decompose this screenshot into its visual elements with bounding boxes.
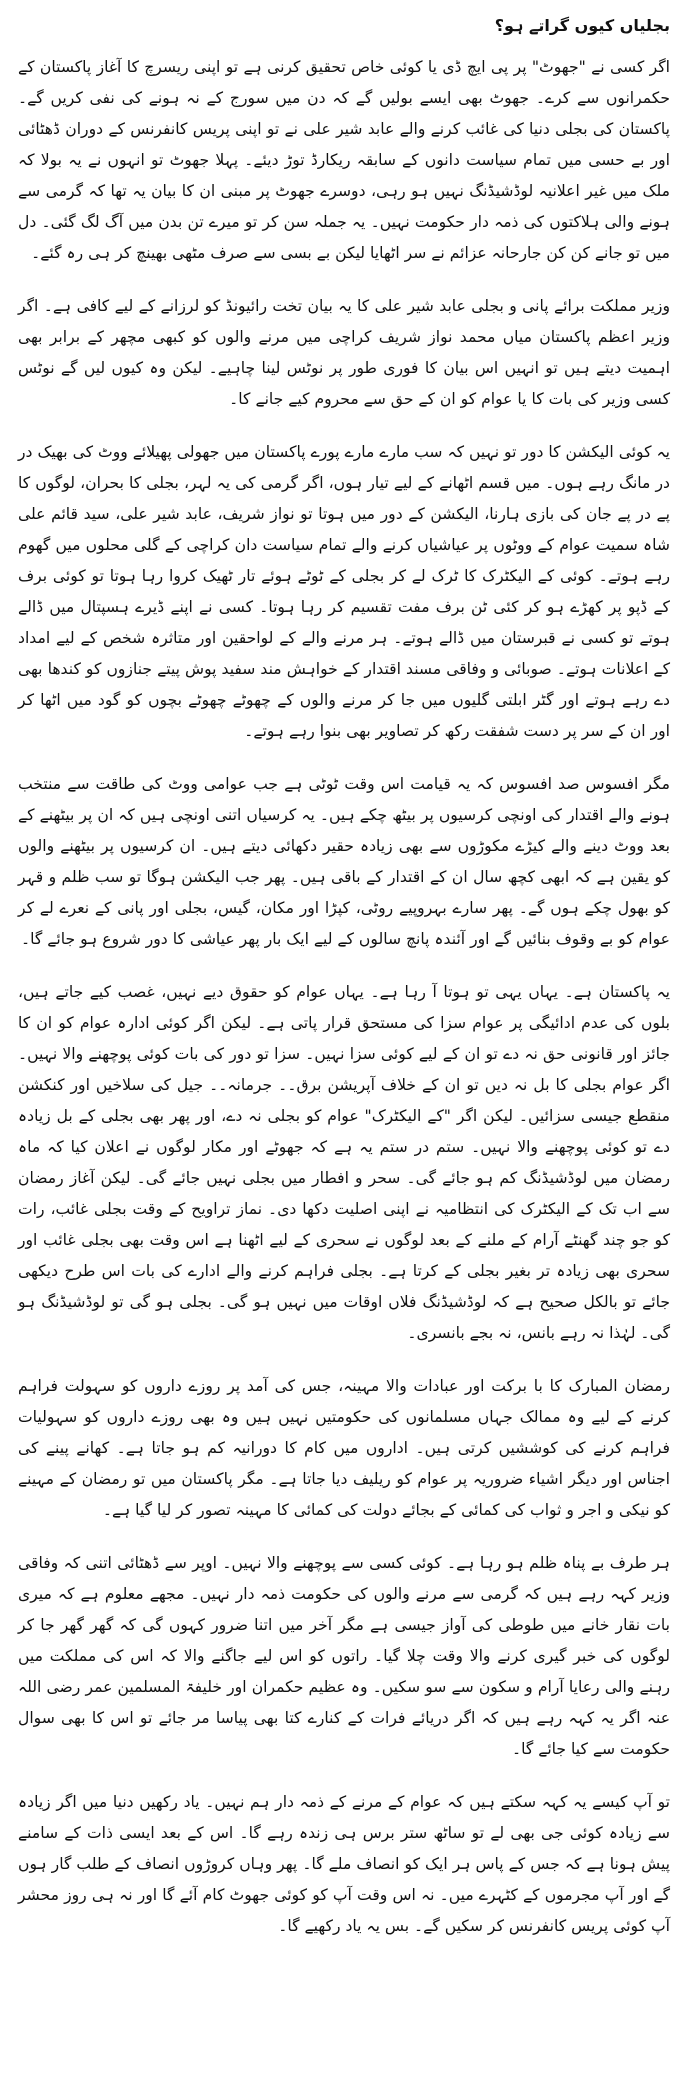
article-paragraph-3: یہ کوئی الیکشن کا دور تو نہیں کہ سب مارے مارے پورے پاکستان میں جھولی پھیلائے ووٹ کی بھیک در در مانگ رہے ہوں۔ میں قسم اٹھانے کے لیے تیار ہوں، اگر گرمی کی یہ لہر، بجلی کا بحران، لوگوں کا پے در پے جان کی بازی ہارنا، الیکشن کے دور میں ہوتا تو نواز شریف، عابد شیر علی، سید قائم علی شاہ سمیت عوام کے ووٹوں پر عیاشیاں کرنے والے تمام سیاست دان کراچی کے گلی محلوں میں گھوم رہے ہوتے۔ کوئی کے الیکٹرک کا ٹرک لے کر بجلی کے ٹوٹے ہوئے تار ٹھیک کروا رہا ہوتا تو کوئی برف کے ڈپو پر کھڑے ہو کر کئی ٹن برف مفت تقسیم کر رہا ہوتا۔ کسی نے اپنے ڈیرے ہسپتال میں ڈالے ہوتے تو کسی نے قبرستان میں ڈالے ہوتے۔ ہر مرنے والے کے لواحقین اور متاثرہ شخص کے لیے امداد کے اعلانات ہوتے۔ صوبائی و وفاقی مسند اقتدار کے خواہش مند سفید پوش پیتے جنازوں کو کندھا بھی دے رہے ہوتے اور گٹر ابلتی گلیوں میں جا کر مرنے والوں کے چھوٹے چھوٹے بچوں کو گود میں اٹھا کر اور ان کے سر پر دست شفقت رکھ کر تصاویر بھی بنوا رہے ہوتے۔ bbox=[18, 443, 670, 740]
article-paragraph-5: یہ پاکستان ہے۔ یہاں یہی تو ہوتا آ رہا ہے۔ یہاں عوام کو حقوق دیے نہیں، غصب کیے جاتے ہیں، بلوں کی عدم ادائیگی پر عوام سزا کی مستحق قرار پاتی ہے۔ لیکن اگر کوئی ادارہ عوام کو ان کا جائز اور قانونی حق نہ دے تو ان کے لیے کوئی سزا نہیں۔ سزا تو دور کی بات کوئی پوچھنے والا نہیں۔ اگر عوام بجلی کا بل نہ دیں تو ان کے خلاف آپریشن برق۔۔ جرمانہ۔۔ جیل کی سلاخیں اور کنکشن منقطع جیسی سزائیں۔ لیکن اگر "کے الیکٹرک" عوام کو بجلی نہ دے، اور پھر بھی بجلی کے بل زیادہ دے تو کوئی پوچھنے والا نہیں۔ ستم در ستم یہ ہے کہ جھوٹے اور مکار لوگوں نے اعلان کیا کہ ماہ رمضان میں لوڈشیڈنگ کم ہو جائے گی۔ سحر و افطار میں بجلی نہیں جائے گی۔ لیکن آغاز رمضان سے اب تک کے الیکٹرک کی انتظامیہ نے اپنی اصلیت دکھا دی۔ نماز تراویح کے وقت بجلی غائب، رات کو جو چند گھنٹے آرام کے ملنے کے بعد لوگوں نے سحری کے لیے اٹھنا ہے اس وقت بھی بجلی غائب اور سحری بھی زیادہ تر بغیر بجلی کے کرتا ہے۔ بجلی فراہم کرنے والے ادارے کی بات اس طرح دیکھی جائے تو بالکل صحیح ہے کہ لوڈشیڈنگ فلاں اوقات میں نہیں ہو گی۔ بجلی ہو گی تو لوڈشیڈنگ ہو گی۔ لہٰذا نہ رہے بانس، نہ بجے بانسری۔ bbox=[18, 983, 670, 1342]
article-paragraph-6: رمضان المبارک کا با برکت اور عبادات والا مہینہ، جس کی آمد پر روزے داروں کو سہولت فراہم کرنے کے لیے وہ ممالک جہاں مسلمانوں کی حکومتیں نہیں ہیں وہ بھی روزے داروں کو سہولیات فراہم کرنے کی کوششیں کرتی ہیں۔ اداروں میں کام کا دورانیہ کم ہو جاتا ہے۔ کھانے پینے کی اجناس اور دیگر اشیاء ضروریہ پر عوام کو ریلیف دیا جاتا ہے۔ مگر پاکستان میں تو رمضان کے مہینے کو نیکی و اجر و ثواب کی کمائی کے بجائے دولت کی کمائی کا مہینہ تصور کر لیا گیا ہے۔ bbox=[18, 1377, 670, 1519]
article-paragraph-8: تو آپ کیسے یہ کہہ سکتے ہیں کہ عوام کے مرنے کے ذمہ دار ہم نہیں۔ یاد رکھیں دنیا میں اگر زیادہ سے زیادہ کوئی جی بھی لے تو ساٹھ ستر برس ہی زندہ رہے گا۔ اس کے بعد ایسی ذات کے سامنے پیش ہونا ہے کہ جس کے پاس ہر ایک کو انصاف ملے گا۔ پھر وہاں کروڑوں انصاف کے طلب گار ہوں گے اور آپ مجرموں کے کٹہرے میں۔ نہ اس وقت آپ کو کوئی جھوٹ کام آئے گا اور نہ ہی روز محشر آپ کوئی پریس کانفرنس کر سکیں گے۔ بس یہ یاد رکھیے گا۔ bbox=[18, 1793, 670, 1935]
article-paragraph-7: ہر طرف بے پناہ ظلم ہو رہا ہے۔ کوئی کسی سے پوچھنے والا نہیں۔ اوپر سے ڈھٹائی اتنی کہ وفاقی وزیر کہہ رہے ہیں کہ گرمی سے مرنے والوں کی حکومت ذمہ دار نہیں۔ مجھے معلوم ہے کہ میری بات نقار خانے میں طوطی کی آواز جیسی ہے مگر آخر میں اتنا ضرور کہوں گی کہ گھر گھر جا کر لوگوں کی خبر گیری کرنے والا وقت چلا گیا۔ راتوں کو اس لیے جاگنے والا کہ اس کی مملکت میں رہنے والی رعایا آرام و سکون سے سو سکیں۔ وہ عظیم حکمران اور خلیفۃ المسلمین عمر رضی اللہ عنہ اگر یہ کہہ رہے ہیں کہ اگر دریائے فرات کے کنارے کتا بھی پیاسا مر جائے تو اس کا بھی سوال حکومت سے کیا جائے گا۔ bbox=[18, 1554, 670, 1758]
article-title: بجلیاں کیوں گراتے ہو؟ bbox=[494, 16, 670, 35]
article-paragraph-2: وزیر مملکت برائے پانی و بجلی عابد شیر علی کا یہ بیان تخت رائیونڈ کو لرزانے کے لیے کافی ہے۔ اگر وزیر اعظم پاکستان میاں محمد نواز شریف کراچی میں مرنے والوں کو کبھی مچھر کے برابر بھی اہمیت دیتے ہیں تو انہیں اس بیان کا فوری طور پر نوٹس لینا چاہیے۔ لیکن وہ کیوں لیں گے نوٹس کسی وزیر کی بات کا یا عوام کو ان کے حق سے محروم کیے جانے کا۔ bbox=[18, 297, 670, 408]
article-paragraph-1: اگر کسی نے "جھوٹ" پر پی ایچ ڈی یا کوئی خاص تحقیق کرنی ہے تو اپنی ریسرچ کا آغاز پاکستان کے حکمرانوں سے کرے۔ جھوٹ بھی ایسے بولیں گے کہ دن میں سورج کے نہ ہونے کی نفی کریں گے۔ پاکستان کی بجلی دنیا کی غائب کرنے والے عابد شیر علی نے تو اپنی پریس کانفرنس کے دوران ڈھٹائی اور بے حسی میں تمام سیاست دانوں کے سابقہ ریکارڈ توڑ دیئے۔ پہلا جھوٹ تو انہوں نے یہ بولا کہ ملک میں غیر اعلانیہ لوڈشیڈنگ نہیں ہو رہی، دوسرے جھوٹ پر مبنی ان کا بیان یہ تھا کہ گرمی سے ہونے والی ہلاکتوں کی ذمہ دار حکومت نہیں۔ یہ جملہ سن کر تو میرے تن بدن میں آگ لگ گئی۔ دل میں تو جانے کن کن جارحانہ عزائم نے سر اٹھایا لیکن بے بسی سے صرف مٹھی بھینچ کر ہی رہ گئے۔ bbox=[18, 58, 670, 262]
article-paragraph-4: مگر افسوس صد افسوس کہ یہ قیامت اس وقت ٹوٹی ہے جب عوامی ووٹ کی طاقت سے منتخب ہونے والے اقتدار کی اونچی کرسیوں پر بیٹھ چکے ہیں۔ یہ کرسیاں اتنی اونچی ہیں کہ ان پر بیٹھنے کے بعد ووٹ دینے والے کیڑے مکوڑوں سے بھی زیادہ حقیر دکھائی دیتے ہیں۔ ان کرسیوں پر بیٹھنے والوں کو یقین ہے کہ ابھی کچھ سال ان کے اقتدار کے باقی ہیں۔ پھر جب الیکشن ہوگا تو سب ظلم و قہر کو بھول چکے ہوں گے۔ پھر سارے بہروپیے روٹی، کپڑا اور مکان، گیس، بجلی اور پانی کے نعرے لے کر عوام کو بے وقوف بنائیں گے اور آئندہ پانچ سالوں کے لیے ایک بار پھر عیاشی کا دور شروع ہو جائے گا۔ bbox=[18, 775, 670, 948]
